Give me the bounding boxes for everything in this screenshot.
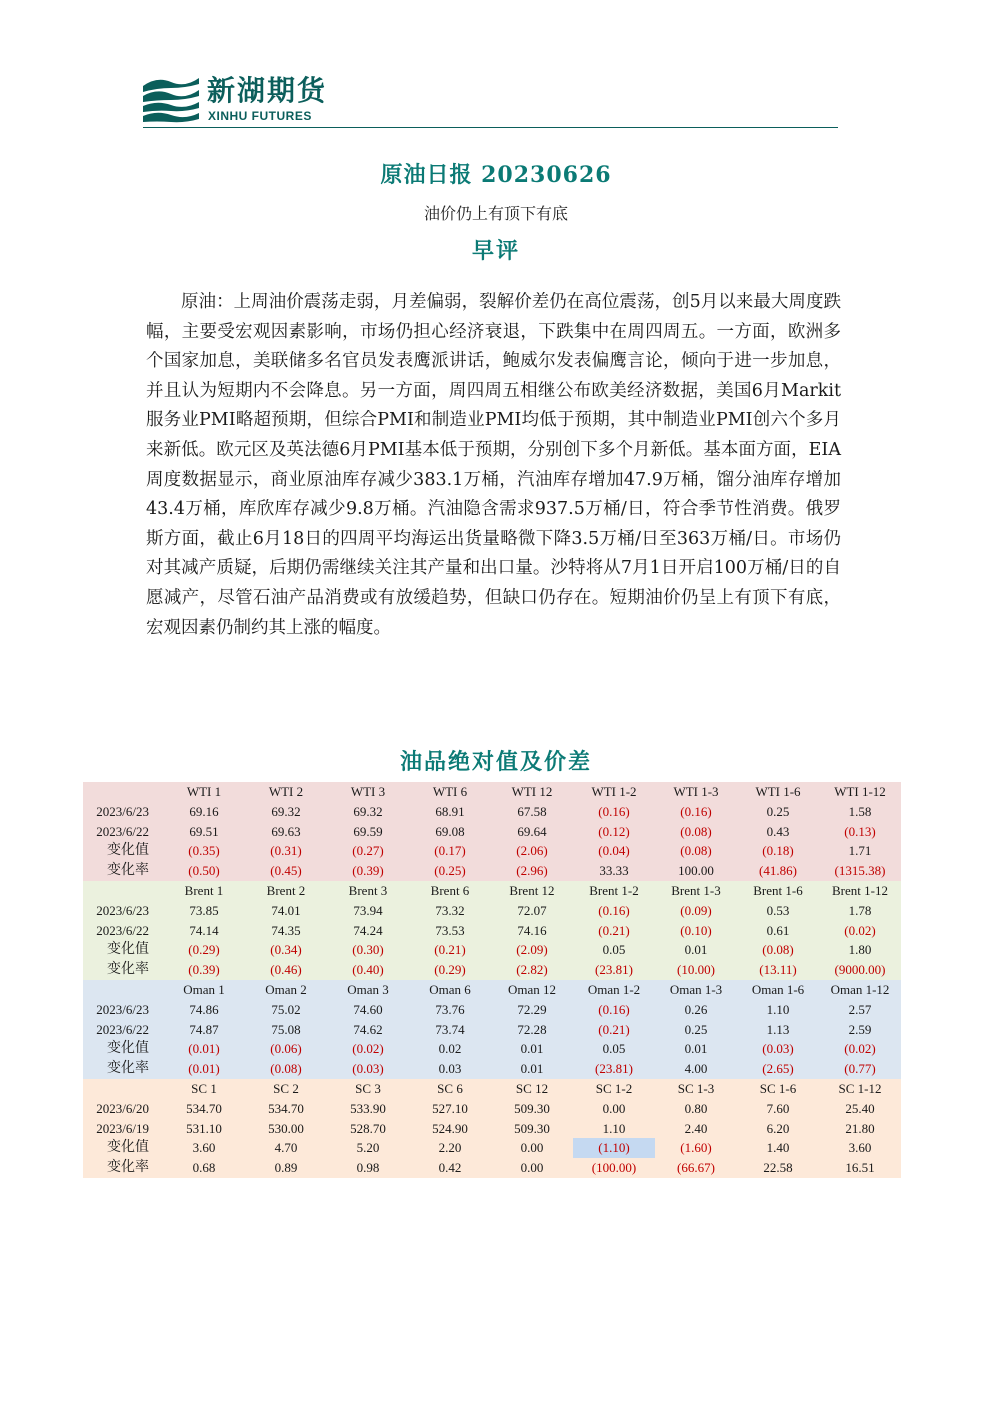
table-row bbox=[83, 1059, 901, 1079]
row-label: 变化率 bbox=[83, 1158, 163, 1178]
table-cell: 4.70 bbox=[245, 1138, 327, 1158]
table-cell: (0.39) bbox=[163, 960, 245, 980]
table-header-cell: WTI 1 bbox=[163, 782, 245, 802]
table-cell: (0.25) bbox=[409, 861, 491, 881]
table-cell: 4.00 bbox=[655, 1059, 737, 1079]
table-header-cell: Brent 1-2 bbox=[573, 881, 655, 901]
table-header-cell: SC 1-6 bbox=[737, 1079, 819, 1099]
table-cell: 531.10 bbox=[163, 1119, 245, 1139]
table-cell: (0.16) bbox=[573, 901, 655, 921]
table-cell: 0.01 bbox=[655, 940, 737, 960]
table-cell: (1.60) bbox=[655, 1138, 737, 1158]
brand-name-en: XINHU FUTURES bbox=[208, 109, 312, 123]
row-label: 2023/6/22 bbox=[83, 1020, 163, 1040]
table-cell: (0.77) bbox=[819, 1059, 901, 1079]
table-cell: 0.53 bbox=[737, 901, 819, 921]
table-cell: 1.10 bbox=[573, 1119, 655, 1139]
table-cell: 3.60 bbox=[819, 1138, 901, 1158]
table-cell: 74.35 bbox=[245, 921, 327, 941]
row-label: 变化值 bbox=[83, 1138, 163, 1158]
table-cell: 0.01 bbox=[491, 1059, 573, 1079]
table-cell: (0.29) bbox=[409, 960, 491, 980]
table-cell: 69.08 bbox=[409, 822, 491, 842]
table-cell: (23.81) bbox=[573, 1059, 655, 1079]
table-cell: 33.33 bbox=[573, 861, 655, 881]
table-row bbox=[83, 901, 901, 921]
table-header-cell: Brent 6 bbox=[409, 881, 491, 901]
table-cell: (0.40) bbox=[327, 960, 409, 980]
header-divider bbox=[143, 127, 838, 128]
table-cell: 0.02 bbox=[409, 1039, 491, 1059]
table-cell: (23.81) bbox=[573, 960, 655, 980]
table-cell: (100.00) bbox=[573, 1158, 655, 1178]
row-label: 变化值 bbox=[83, 940, 163, 960]
table-header-cell: Oman 1-12 bbox=[819, 980, 901, 1000]
table-cell: (2.65) bbox=[737, 1059, 819, 1079]
oil-price-spread-table bbox=[83, 782, 901, 1178]
table-header-cell: SC 1-3 bbox=[655, 1079, 737, 1099]
table-cell: 100.00 bbox=[655, 861, 737, 881]
table-cell: (0.03) bbox=[737, 1039, 819, 1059]
table-cell: 0.00 bbox=[491, 1158, 573, 1178]
review-paragraph: 原油：上周油价震荡走弱，月差偏弱，裂解价差仍在高位震荡，创5月以来最大周度跌幅，主要受宏观因素影响，市场仍担心经济衰退，下跌集中在周四周五。一方面，欧洲多个国家加息，美联储多名官员发表鹰派讲话，鲍威尔发表偏鹰言论，倾向于进一步加息，并且认为短期内不会降息。另一方面，周四周五相继公布欧美经济数据，美国6月Markit服务业PMI略超预期，但综合PMI和制造业PMI均低于预期，其中制造业PMI创六个多月来新低。欧元区及英法德6月PMI基本低于预期，分别创下多个月新低。基本面方面，EIA周度数据显示，商业原油库存减少383.1万桶，汽油库存增加47.9万桶，馏分油库存增加43.4万桶，库欣库存减少9.8万桶。汽油隐含需求937.5万桶/日，符合季节性消费。俄罗斯方面，截止6月18日的四周平均海运出货量略微下降3.5万桶/日至363万桶/日。市场仍对其减产质疑，后期仍需继续关注其产量和出口量。沙特将从7月1日开启100万桶/日的自愿减产，尽管石油产品消费或有放缓趋势，但缺口仍存在。短期油价仍呈上有顶下有底，宏观因素仍制约其上涨的幅度。 bbox=[146, 292, 841, 638]
table-cell: (0.02) bbox=[327, 1039, 409, 1059]
table-cell: 21.80 bbox=[819, 1119, 901, 1139]
table-cell: 68.91 bbox=[409, 802, 491, 822]
table-cell: 74.24 bbox=[327, 921, 409, 941]
table-header-cell: Brent 2 bbox=[245, 881, 327, 901]
table-cell: 69.64 bbox=[491, 822, 573, 842]
row-label: 变化率 bbox=[83, 861, 163, 881]
wave-logo-icon bbox=[143, 72, 199, 126]
row-label: 2023/6/23 bbox=[83, 802, 163, 822]
table-header-cell: SC 2 bbox=[245, 1079, 327, 1099]
table-row bbox=[83, 841, 901, 861]
table-header-cell: WTI 2 bbox=[245, 782, 327, 802]
table-header-cell: Oman 1-6 bbox=[737, 980, 819, 1000]
table-header-cell: Brent 1-6 bbox=[737, 881, 819, 901]
table-header-cell bbox=[83, 782, 163, 802]
table-header-cell: SC 12 bbox=[491, 1079, 573, 1099]
table-header-cell: SC 1-2 bbox=[573, 1079, 655, 1099]
table-cell: 2.57 bbox=[819, 1000, 901, 1020]
table-row bbox=[83, 940, 901, 960]
table-cell: (0.45) bbox=[245, 861, 327, 881]
table-cell: 73.76 bbox=[409, 1000, 491, 1020]
table-row bbox=[83, 1158, 901, 1178]
table-header-cell: WTI 1-6 bbox=[737, 782, 819, 802]
table-cell: 1.13 bbox=[737, 1020, 819, 1040]
table-cell: (41.86) bbox=[737, 861, 819, 881]
table-cell: (0.08) bbox=[245, 1059, 327, 1079]
table-cell: (0.27) bbox=[327, 841, 409, 861]
table-cell: (0.01) bbox=[163, 1039, 245, 1059]
table-row bbox=[83, 802, 901, 822]
table-cell: (0.01) bbox=[163, 1059, 245, 1079]
row-label: 变化值 bbox=[83, 1039, 163, 1059]
table-header-cell: WTI 3 bbox=[327, 782, 409, 802]
table-row bbox=[83, 822, 901, 842]
table-header-cell: Oman 1-3 bbox=[655, 980, 737, 1000]
table-cell: (0.16) bbox=[655, 802, 737, 822]
table-header-cell: Oman 12 bbox=[491, 980, 573, 1000]
table-cell: 67.58 bbox=[491, 802, 573, 822]
section-heading-review: 早评 bbox=[471, 238, 520, 264]
table-cell: (2.06) bbox=[491, 841, 573, 861]
table-cell: 6.20 bbox=[737, 1119, 819, 1139]
row-label: 变化率 bbox=[83, 1059, 163, 1079]
table-header-row bbox=[83, 980, 901, 1000]
table-cell: (0.35) bbox=[163, 841, 245, 861]
table-cell: 16.51 bbox=[819, 1158, 901, 1178]
table-cell: 75.02 bbox=[245, 1000, 327, 1020]
table-cell: 0.42 bbox=[409, 1158, 491, 1178]
table-cell: (0.46) bbox=[245, 960, 327, 980]
table-cell: (0.29) bbox=[163, 940, 245, 960]
table-cell: (0.18) bbox=[737, 841, 819, 861]
table-cell: (1315.38) bbox=[819, 861, 901, 881]
table-cell: 22.58 bbox=[737, 1158, 819, 1178]
table-header-cell: Oman 3 bbox=[327, 980, 409, 1000]
table-cell: 7.60 bbox=[737, 1099, 819, 1119]
table-row bbox=[83, 1039, 901, 1059]
row-label: 2023/6/23 bbox=[83, 1000, 163, 1020]
table-cell: (0.02) bbox=[819, 921, 901, 941]
table-cell: 74.60 bbox=[327, 1000, 409, 1020]
row-label: 2023/6/22 bbox=[83, 822, 163, 842]
table-header-cell: Brent 1-12 bbox=[819, 881, 901, 901]
table-cell: 1.40 bbox=[737, 1138, 819, 1158]
table-cell: 25.40 bbox=[819, 1099, 901, 1119]
table-cell: 0.05 bbox=[573, 1039, 655, 1059]
table-cell: 534.70 bbox=[163, 1099, 245, 1119]
table-cell: (0.39) bbox=[327, 861, 409, 881]
table-row bbox=[83, 861, 901, 881]
report-subtitle: 油价仍上有顶下有底 bbox=[423, 204, 568, 223]
table-cell: (0.16) bbox=[573, 802, 655, 822]
table-cell: 0.05 bbox=[573, 940, 655, 960]
table-header-row bbox=[83, 782, 901, 802]
table-header-cell: Oman 6 bbox=[409, 980, 491, 1000]
table-header-cell: SC 6 bbox=[409, 1079, 491, 1099]
table-cell: (0.02) bbox=[819, 1039, 901, 1059]
table-header-cell bbox=[83, 1079, 163, 1099]
table-cell: (10.00) bbox=[655, 960, 737, 980]
table-cell: 0.26 bbox=[655, 1000, 737, 1020]
table-cell: (2.82) bbox=[491, 960, 573, 980]
table-cell: 0.80 bbox=[655, 1099, 737, 1119]
table-cell: 509.30 bbox=[491, 1099, 573, 1119]
table-cell: 72.29 bbox=[491, 1000, 573, 1020]
table-cell: 528.70 bbox=[327, 1119, 409, 1139]
table-header-cell bbox=[83, 881, 163, 901]
row-label: 2023/6/22 bbox=[83, 921, 163, 941]
table-cell: 5.20 bbox=[327, 1138, 409, 1158]
company-logo bbox=[143, 72, 343, 126]
table-cell: 0.25 bbox=[655, 1020, 737, 1040]
table-cell: 0.89 bbox=[245, 1158, 327, 1178]
table-cell: 1.10 bbox=[737, 1000, 819, 1020]
table-cell: (0.16) bbox=[573, 1000, 655, 1020]
table-cell: 0.00 bbox=[573, 1099, 655, 1119]
table-cell: (0.03) bbox=[327, 1059, 409, 1079]
table-row bbox=[83, 1000, 901, 1020]
table-cell: 72.28 bbox=[491, 1020, 573, 1040]
table-cell: (0.06) bbox=[245, 1039, 327, 1059]
table-cell: 73.85 bbox=[163, 901, 245, 921]
table-cell: (0.21) bbox=[573, 1020, 655, 1040]
table-cell: 69.59 bbox=[327, 822, 409, 842]
table-cell: 0.43 bbox=[737, 822, 819, 842]
table-header-cell: Brent 1-3 bbox=[655, 881, 737, 901]
table-row bbox=[83, 1119, 901, 1139]
table-cell: (0.31) bbox=[245, 841, 327, 861]
table-cell: 74.87 bbox=[163, 1020, 245, 1040]
table-cell: (0.12) bbox=[573, 822, 655, 842]
table-cell: (66.67) bbox=[655, 1158, 737, 1178]
table-cell: (9000.00) bbox=[819, 960, 901, 980]
table-cell: 0.01 bbox=[491, 1039, 573, 1059]
table-cell: 73.32 bbox=[409, 901, 491, 921]
table-cell: (0.50) bbox=[163, 861, 245, 881]
table-cell: (13.11) bbox=[737, 960, 819, 980]
table-row bbox=[83, 960, 901, 980]
table-cell: 74.14 bbox=[163, 921, 245, 941]
report-title: 原油日报 20230626 bbox=[380, 162, 612, 188]
row-label: 变化值 bbox=[83, 841, 163, 861]
row-label: 变化率 bbox=[83, 960, 163, 980]
table-header-cell: WTI 6 bbox=[409, 782, 491, 802]
table-cell: 0.00 bbox=[491, 1138, 573, 1158]
table-cell: 2.40 bbox=[655, 1119, 737, 1139]
row-label: 2023/6/23 bbox=[83, 901, 163, 921]
table-cell: (2.96) bbox=[491, 861, 573, 881]
table-row bbox=[83, 1138, 901, 1158]
table-cell: (2.09) bbox=[491, 940, 573, 960]
brand-name-cn: 新湖期货 bbox=[207, 74, 328, 107]
table-cell: 73.53 bbox=[409, 921, 491, 941]
table-cell: 69.16 bbox=[163, 802, 245, 822]
table-header-cell: Brent 1 bbox=[163, 881, 245, 901]
table-cell: 530.00 bbox=[245, 1119, 327, 1139]
table-header-cell: Oman 1-2 bbox=[573, 980, 655, 1000]
table-cell: 0.98 bbox=[327, 1158, 409, 1178]
table-header-row bbox=[83, 1079, 901, 1099]
table-cell: 1.78 bbox=[819, 901, 901, 921]
table-header-cell: Brent 3 bbox=[327, 881, 409, 901]
table-cell: 2.59 bbox=[819, 1020, 901, 1040]
table-cell: (0.08) bbox=[655, 822, 737, 842]
table-header-cell: WTI 1-12 bbox=[819, 782, 901, 802]
table-cell: 0.03 bbox=[409, 1059, 491, 1079]
table-cell: 69.32 bbox=[327, 802, 409, 822]
table-header-cell: Oman 1 bbox=[163, 980, 245, 1000]
table-cell: 73.94 bbox=[327, 901, 409, 921]
table-cell: (0.30) bbox=[327, 940, 409, 960]
table-cell: 2.20 bbox=[409, 1138, 491, 1158]
table-header-row bbox=[83, 881, 901, 901]
table-header-cell: WTI 12 bbox=[491, 782, 573, 802]
table-cell: 69.51 bbox=[163, 822, 245, 842]
table-cell: (0.08) bbox=[737, 940, 819, 960]
table-cell: 509.30 bbox=[491, 1119, 573, 1139]
table-header-cell: WTI 1-3 bbox=[655, 782, 737, 802]
section-heading-table: 油品绝对值及价差 bbox=[399, 749, 592, 775]
table-cell: (0.04) bbox=[573, 841, 655, 861]
table-cell: 524.90 bbox=[409, 1119, 491, 1139]
table-cell: 72.07 bbox=[491, 901, 573, 921]
table-cell: 534.70 bbox=[245, 1099, 327, 1119]
row-label: 2023/6/20 bbox=[83, 1099, 163, 1119]
table-cell: 1.80 bbox=[819, 940, 901, 960]
table-header-cell: SC 3 bbox=[327, 1079, 409, 1099]
table-cell: (0.09) bbox=[655, 901, 737, 921]
table-header-cell: SC 1 bbox=[163, 1079, 245, 1099]
table-cell: (0.10) bbox=[655, 921, 737, 941]
table-cell: 0.25 bbox=[737, 802, 819, 822]
table-cell: 75.08 bbox=[245, 1020, 327, 1040]
table-row bbox=[83, 1020, 901, 1040]
table-cell: 69.32 bbox=[245, 802, 327, 822]
table-header-cell: Brent 12 bbox=[491, 881, 573, 901]
table-cell: (0.17) bbox=[409, 841, 491, 861]
table-cell: (0.13) bbox=[819, 822, 901, 842]
table-cell: (0.21) bbox=[409, 940, 491, 960]
table-cell: 74.62 bbox=[327, 1020, 409, 1040]
table-row bbox=[83, 921, 901, 941]
table-cell: 69.63 bbox=[245, 822, 327, 842]
table-cell: 0.61 bbox=[737, 921, 819, 941]
table-cell: 0.68 bbox=[163, 1158, 245, 1178]
table-header-cell bbox=[83, 980, 163, 1000]
table-cell: 527.10 bbox=[409, 1099, 491, 1119]
table-cell: (0.08) bbox=[655, 841, 737, 861]
table-cell: 0.01 bbox=[655, 1039, 737, 1059]
row-label: 2023/6/19 bbox=[83, 1119, 163, 1139]
table-header-cell: Oman 2 bbox=[245, 980, 327, 1000]
table-cell: (1.10) bbox=[573, 1138, 655, 1158]
table-header-cell: SC 1-12 bbox=[819, 1079, 901, 1099]
table-cell: 73.74 bbox=[409, 1020, 491, 1040]
table-cell: 74.01 bbox=[245, 901, 327, 921]
table-cell: 1.71 bbox=[819, 841, 901, 861]
table-row bbox=[83, 1099, 901, 1119]
table-cell: 74.16 bbox=[491, 921, 573, 941]
table-cell: (0.34) bbox=[245, 940, 327, 960]
table-header-cell: WTI 1-2 bbox=[573, 782, 655, 802]
table-cell: 1.58 bbox=[819, 802, 901, 822]
table-cell: 533.90 bbox=[327, 1099, 409, 1119]
table-cell: (0.21) bbox=[573, 921, 655, 941]
table-cell: 3.60 bbox=[163, 1138, 245, 1158]
table-cell: 74.86 bbox=[163, 1000, 245, 1020]
